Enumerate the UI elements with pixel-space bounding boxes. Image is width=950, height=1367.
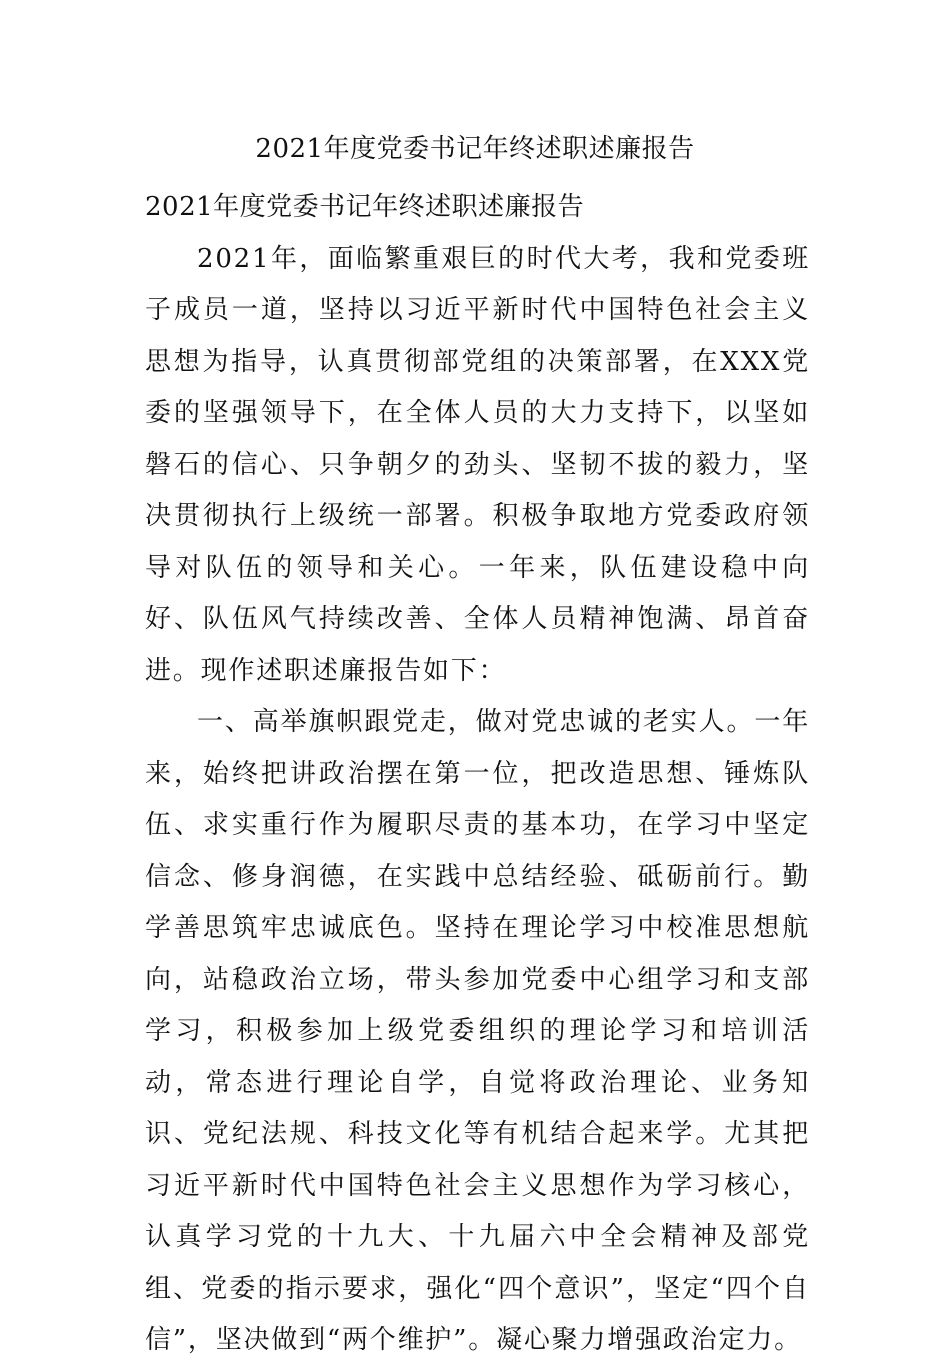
document-body [145,182,810,1367]
paragraph-intro: 2021年，面临繁重艰巨的时代大考，我和党委班子成员一道，坚持以习近平新时代中国特色社会主义思想为指导，认真贯彻部党组的决策部署，在XXX党委的坚强领导下，在全体人员的大力支持下，以坚如磐石的信心、只争朝夕的劲头、坚韧不拔的毅力，坚决贯彻执行上级统一部署。积极争取地方党委政府领导对队伍的领导和关心。一年来，队伍建设稳中向好、队伍风气持续改善、全体人员精神饱满、昂首奋进。现作述职述廉报告如下： [145,243,810,686]
document-subtitle: 2021年度党委书记年终述职述廉报告 [145,192,585,222]
document-title: 2021年度党委书记年终述职述廉报告 [255,134,695,164]
paragraph-section-one: 一、高举旗帜跟党走，做对党忠诚的老实人。一年来，始终把讲政治摆在第一位，把改造思想、锤炼队伍、求实重行作为履职尽责的基本功，在学习中坚定信念、修身润德，在实践中总结经验、砥砺前行。勤学善思筑牢忠诚底色。坚持在理论学习中校准思想航向，站稳政治立场，带头参加党委中心组学习和支部学习，积极参加上级党委组织的理论学习和培训活动，常态进行理论自学，自觉将政治理论、业务知识、党纪法规、科技文化等有机结合起来学。尤其把习近平新时代中国特色社会主义思想作为学习核心，认真学习党的十九大、十九届六中全会精神及部党组、党委的指示要求，强化“四个意识”，坚定“四个自信”，坚决做到“两个维护”。凝心聚力增强政治定力。 [145,707,810,1355]
